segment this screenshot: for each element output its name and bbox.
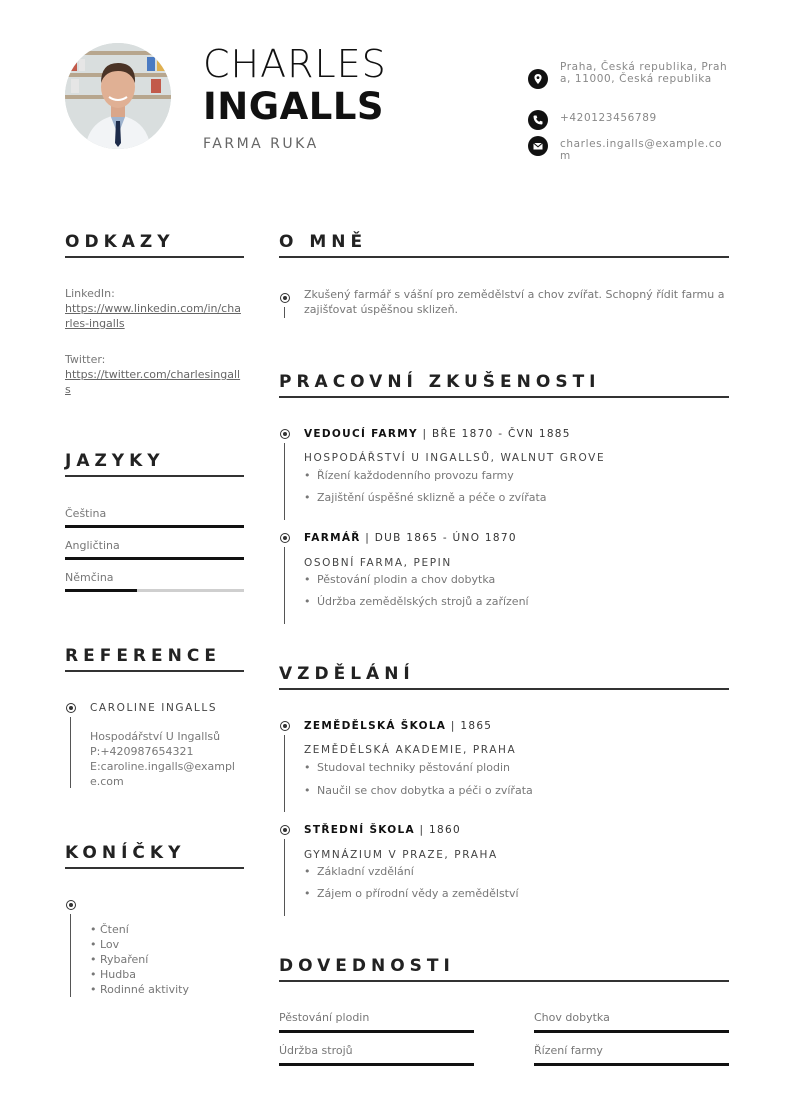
hobby-item: • Čtení bbox=[90, 923, 129, 936]
language-name: Angličtina bbox=[65, 539, 120, 552]
job-title: FARMÁŘ bbox=[304, 532, 361, 544]
experience-heading: PRACOVNÍ ZKUŠENOSTI bbox=[279, 372, 601, 392]
about-heading: O MNĚ bbox=[279, 232, 368, 252]
bullet-icon: • bbox=[304, 887, 311, 900]
hobbies-list bbox=[90, 922, 189, 997]
timeline-line bbox=[284, 839, 285, 916]
about-text: Zkušený farmář s vášní pro zemědělství a chov zvířat. Schopný řídit farmu a zajišťovat úspěšnou sklizeň. bbox=[304, 288, 725, 316]
skills-divider bbox=[279, 980, 729, 982]
hobby-item: • Rybaření bbox=[90, 953, 149, 966]
linkedin-label: LinkedIn: bbox=[65, 287, 115, 300]
hobby-item: • Rodinné aktivity bbox=[90, 983, 189, 996]
education-bullet: Studoval techniky pěstování plodin bbox=[317, 761, 510, 774]
bullet-icon: • bbox=[304, 595, 311, 608]
job-heading bbox=[304, 428, 571, 440]
language-level-fill bbox=[65, 589, 137, 592]
bullet-icon: • bbox=[304, 573, 311, 586]
education-dates: | 1860 bbox=[414, 824, 461, 836]
education-heading-line bbox=[304, 720, 492, 732]
timeline-marker bbox=[66, 900, 76, 910]
job-heading bbox=[304, 532, 517, 544]
hobbies-heading: KONÍČKY bbox=[65, 843, 186, 863]
twitter-url[interactable]: https://twitter.com/charlesingalls bbox=[65, 368, 241, 396]
hobbies-divider bbox=[65, 867, 244, 869]
job-organization: HOSPODÁŘSTVÍ U INGALLSŮ, WALNUT GROVE bbox=[304, 452, 606, 464]
skill-label: Řízení farmy bbox=[534, 1044, 603, 1057]
languages-divider bbox=[65, 475, 244, 477]
portrait-image bbox=[65, 43, 171, 149]
skill-label: Údržba strojů bbox=[279, 1044, 353, 1057]
bullet-icon: • bbox=[304, 469, 311, 482]
job-organization: OSOBNÍ FARMA, PEPIN bbox=[304, 557, 452, 569]
language-level-bar bbox=[65, 589, 244, 592]
timeline-marker bbox=[280, 721, 290, 731]
reference-company: Hospodářství U Ingallsů bbox=[90, 730, 221, 743]
reference-email: E:caroline.ingalls@example.com bbox=[90, 760, 235, 788]
hobby-item: • Hudba bbox=[90, 968, 136, 981]
job-dates: | DUB 1865 - ÚNO 1870 bbox=[360, 532, 517, 544]
job-title: VEDOUCÍ FARMY bbox=[304, 428, 418, 440]
profile-photo bbox=[65, 43, 171, 149]
timeline-line bbox=[284, 735, 285, 812]
phone-icon bbox=[528, 110, 548, 130]
reference-name: CAROLINE INGALLS bbox=[90, 702, 218, 714]
language-name: Němčina bbox=[65, 571, 114, 584]
language-level-bar bbox=[65, 557, 244, 560]
timeline-marker bbox=[280, 293, 290, 303]
links-heading: ODKAZY bbox=[65, 232, 175, 252]
job-title: FARMA RUKA bbox=[203, 136, 319, 152]
linkedin-url[interactable]: https://www.linkedin.com/in/charles-ingalls bbox=[65, 302, 241, 330]
bullet-icon: • bbox=[304, 865, 311, 878]
education-heading: VZDĚLÁNÍ bbox=[279, 664, 415, 684]
skill-level-bar bbox=[534, 1030, 729, 1033]
job-bullet: Pěstování plodin a chov dobytka bbox=[317, 573, 496, 586]
education-bullet: Zájem o přírodní vědy a zemědělství bbox=[317, 887, 519, 900]
references-heading: REFERENCE bbox=[65, 646, 221, 666]
education-bullet: Naučil se chov dobytka a péči o zvířata bbox=[317, 784, 533, 797]
last-name: INGALLS bbox=[203, 85, 385, 128]
phone-text[interactable]: +420123456789 bbox=[560, 112, 657, 124]
timeline-line bbox=[284, 307, 285, 318]
education-title: ZEMĚDĚLSKÁ ŠKOLA bbox=[304, 720, 447, 732]
email-text[interactable]: charles.ingalls@example.com bbox=[560, 138, 723, 162]
reference-details bbox=[90, 729, 245, 789]
skill-label: Pěstování plodin bbox=[279, 1011, 370, 1024]
about-divider bbox=[279, 256, 729, 258]
address-text: Praha, Česká republika, Praha, 11000, Česká republika bbox=[560, 61, 728, 85]
job-bullet: Údržba zemědělských strojů a zařízení bbox=[317, 595, 529, 608]
timeline-marker bbox=[280, 533, 290, 543]
timeline-marker bbox=[280, 429, 290, 439]
timeline-line bbox=[70, 914, 71, 997]
bullet-icon: • bbox=[304, 784, 311, 797]
timeline-line bbox=[284, 547, 285, 624]
language-level-fill bbox=[65, 525, 244, 528]
languages-heading: JAZYKY bbox=[65, 451, 165, 471]
skill-level-bar bbox=[534, 1063, 729, 1066]
skill-label: Chov dobytka bbox=[534, 1011, 610, 1024]
twitter-label: Twitter: bbox=[65, 353, 106, 366]
job-bullet: Řízení každodenního provozu farmy bbox=[317, 469, 514, 482]
skill-level-bar bbox=[279, 1030, 474, 1033]
timeline-marker bbox=[66, 703, 76, 713]
job-bullet: Zajištění úspěšné sklizně a péče o zvířata bbox=[317, 491, 547, 504]
education-dates: | 1865 bbox=[446, 720, 493, 732]
reference-phone: P:+420987654321 bbox=[90, 745, 194, 758]
timeline-line bbox=[284, 443, 285, 520]
education-title: STŘEDNÍ ŠKOLA bbox=[304, 824, 415, 836]
references-divider bbox=[65, 670, 244, 672]
first-name: CHARLES bbox=[203, 42, 387, 86]
skill-level-bar bbox=[279, 1063, 474, 1066]
education-heading-line bbox=[304, 824, 461, 836]
language-level-bar bbox=[65, 525, 244, 528]
hobby-item: • Lov bbox=[90, 938, 120, 951]
education-divider bbox=[279, 688, 729, 690]
bullet-icon: • bbox=[304, 761, 311, 774]
experience-divider bbox=[279, 396, 729, 398]
education-organization: GYMNÁZIUM V PRAZE, PRAHA bbox=[304, 849, 498, 861]
education-organization: ZEMĚDĚLSKÁ AKADEMIE, PRAHA bbox=[304, 744, 517, 756]
location-pin-icon bbox=[528, 69, 548, 89]
twitter-link-block bbox=[65, 352, 245, 397]
envelope-icon bbox=[528, 136, 548, 156]
education-bullet: Základní vzdělání bbox=[317, 865, 414, 878]
language-name: Čeština bbox=[65, 507, 107, 520]
timeline-line bbox=[70, 717, 71, 788]
skills-heading: DOVEDNOSTI bbox=[279, 956, 455, 976]
language-level-fill bbox=[65, 557, 244, 560]
links-divider bbox=[65, 256, 244, 258]
linkedin-link-block bbox=[65, 286, 245, 331]
timeline-marker bbox=[280, 825, 290, 835]
bullet-icon: • bbox=[304, 491, 311, 504]
job-dates: | BŘE 1870 - ČVN 1885 bbox=[417, 428, 571, 440]
